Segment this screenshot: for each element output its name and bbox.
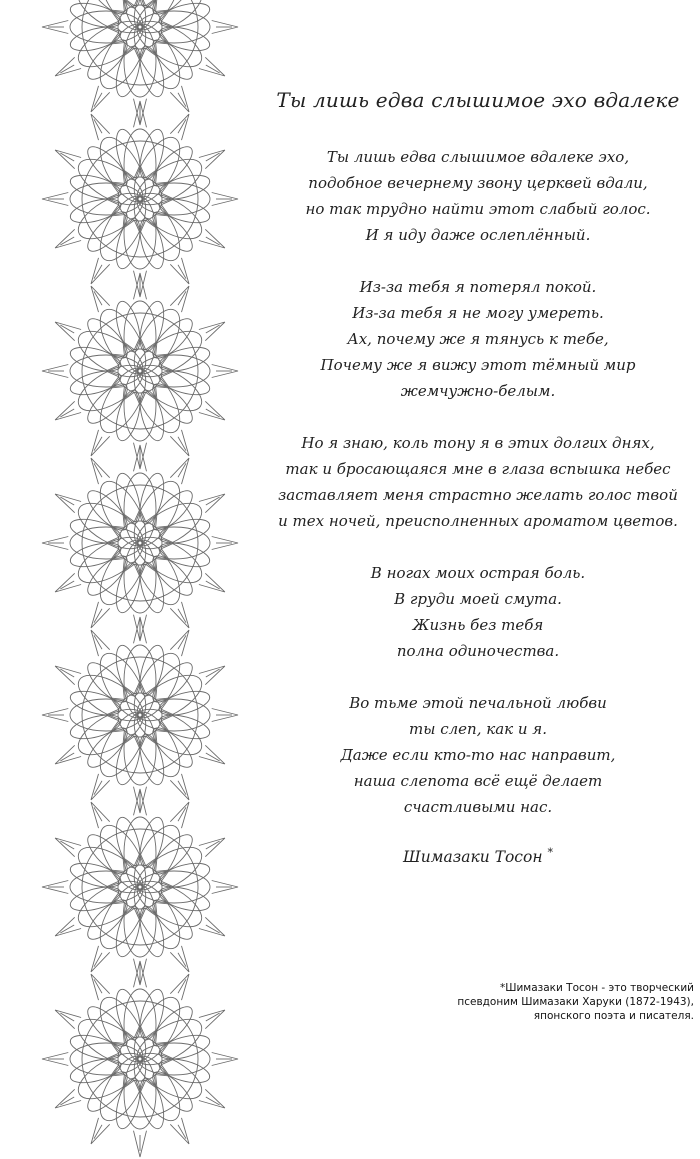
stanza — [258, 430, 698, 534]
poem-line: Во тьме этой печальной любви — [349, 694, 607, 712]
author-name: Шимазаки Тосон — [403, 848, 543, 867]
poem-line: заставляет меня страстно желать голос твой — [278, 486, 678, 504]
poem-line: так и бросающаяся мне в глаза вспышка небес — [285, 460, 671, 478]
poem-line: ты слеп, как и я. — [409, 720, 547, 738]
ornament-column — [40, 0, 240, 1033]
poem-title: Ты лишь едва слышимое эхо вдалеке — [276, 88, 680, 112]
poem-line: Ах, почему же я тянусь к тебе, — [347, 330, 609, 348]
poem-line: и тех ночей, преисполненных ароматом цветов. — [278, 512, 678, 530]
poem-line: но так трудно найти этот слабый голос. — [305, 200, 651, 218]
poem-author — [258, 846, 698, 866]
poem-line: счастливыми нас. — [403, 798, 553, 816]
poem-line: В груди моей смута. — [394, 590, 562, 608]
mandala-snowflake-icon — [40, 443, 240, 643]
poem-line: Из-за тебя я потерял покой. — [359, 278, 597, 296]
poem-stanzas — [258, 144, 698, 820]
mandala-snowflake-icon — [40, 959, 240, 1159]
stanza — [258, 560, 698, 664]
footnote-line: псевдоним Шимазаки Харуки (1872-1943), — [457, 996, 694, 1008]
poem-line: Но я знаю, коль тону я в этих долгих днях, — [301, 434, 655, 452]
mandala-snowflake-icon — [40, 271, 240, 471]
poem-line: Ты лишь едва слышимое вдалеке эхо, — [326, 148, 630, 166]
mandala-snowflake-icon — [40, 787, 240, 987]
mandala-snowflake-icon — [40, 99, 240, 299]
author-footnote-mark: * — [547, 846, 553, 859]
poem-line: жемчужно-белым. — [400, 382, 556, 400]
poem-line: И я иду даже ослеплённый. — [365, 226, 591, 244]
poem-line: В ногах моих острая боль. — [370, 564, 586, 582]
poem-line: полна одиночества. — [396, 642, 560, 660]
stanza — [258, 144, 698, 248]
poem-line: подобное вечернему звону церквей вдали, — [308, 174, 648, 192]
poem-line: Из-за тебя я не могу умереть. — [352, 304, 604, 322]
footnote-line: японского поэта и писателя. — [533, 1010, 694, 1022]
stanza — [258, 274, 698, 404]
mandala-snowflake-icon — [40, 615, 240, 815]
stanza — [258, 690, 698, 820]
poem — [258, 88, 698, 866]
poem-line: наша слепота всё ещё делает — [353, 772, 603, 790]
footnote-line: *Шимазаки Тосон - это творческий — [499, 982, 694, 994]
poem-line: Почему же я вижу этот тёмный мир — [320, 356, 636, 374]
footnote — [394, 981, 694, 1023]
poem-line: Жизнь без тебя — [412, 616, 544, 634]
poem-line: Даже если кто-то нас направит, — [340, 746, 616, 764]
